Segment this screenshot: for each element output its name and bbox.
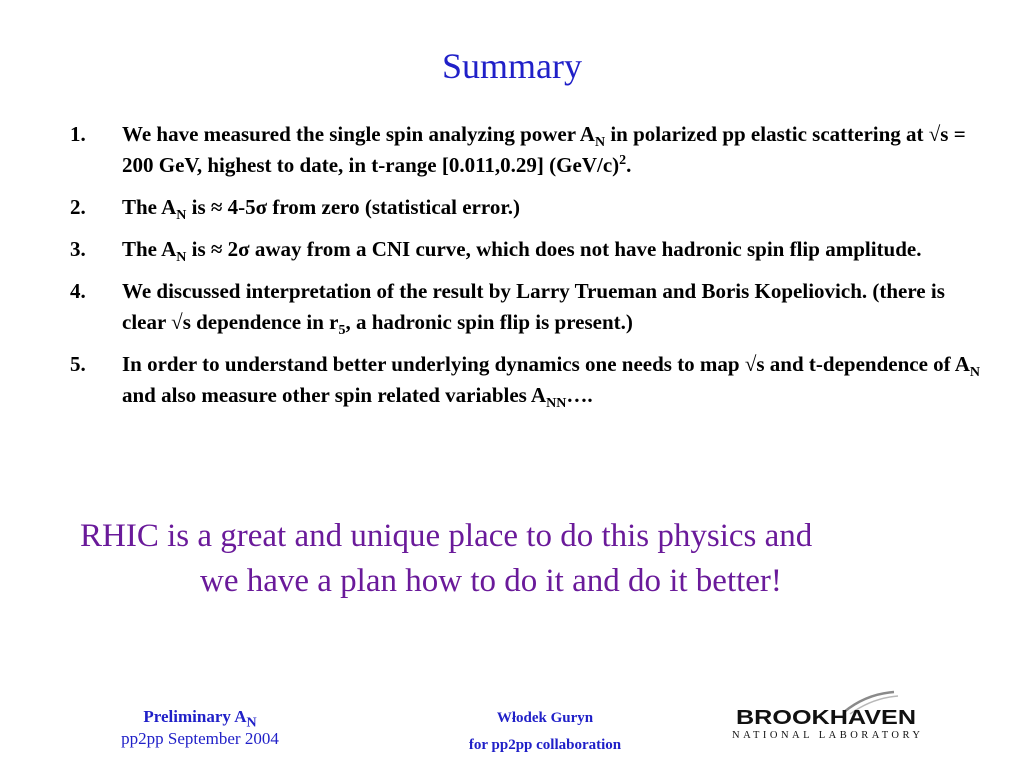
subscript: N xyxy=(594,135,606,151)
subscript: N xyxy=(176,250,187,266)
item-text: and also measure other spin related variables A xyxy=(122,383,547,407)
item-number: 2. xyxy=(70,195,86,219)
subscript: NN xyxy=(546,396,567,412)
superscript: 2 xyxy=(619,153,627,168)
subscript: 5 xyxy=(338,323,346,339)
footer-center xyxy=(430,705,660,759)
conclusion-statement xyxy=(80,514,980,604)
item-text: , a hadronic spin flip is present.) xyxy=(345,310,633,334)
slide-title: Summary xyxy=(442,46,582,86)
subscript: N xyxy=(969,365,981,381)
list-item xyxy=(70,192,990,223)
item-text: is ≈ 4-5σ from zero (statistical error.) xyxy=(186,195,520,219)
item-text: The A xyxy=(122,237,177,261)
item-text: In order to understand better underlying dynamics one needs to map √s and t-dependence of A xyxy=(122,352,970,376)
item-text: The A xyxy=(122,195,177,219)
conclusion-line-2: we have a plan how to do it and do it better! xyxy=(200,563,782,599)
item-number: 3. xyxy=(70,237,86,261)
item-number: 1. xyxy=(70,122,86,146)
list-item xyxy=(70,119,990,181)
summary-list xyxy=(70,119,990,422)
item-text: We discussed interpretation of the result by Larry Trueman and Boris Kopeliovich. (there is clear √s dependence in r xyxy=(122,279,945,334)
item-text: We have measured the single spin analyzing power A xyxy=(122,122,595,146)
footer-date: pp2pp September 2004 xyxy=(121,729,279,748)
brookhaven-logo xyxy=(726,690,926,748)
subscript: N xyxy=(176,208,187,224)
item-text: is ≈ 2σ away from a CNI curve, which does not have hadronic spin flip amplitude. xyxy=(186,237,922,261)
logo-subtitle: NATIONAL LABORATORY xyxy=(732,730,920,741)
item-text: in polarized pp elastic scattering at √s = 200 GeV, highest to date, in t-range [0.011,0.29] (GeV/c) xyxy=(122,122,966,177)
footer-left xyxy=(100,706,300,750)
item-text: …. xyxy=(566,383,593,407)
footer-topic xyxy=(100,706,300,731)
footer-collaboration: for pp2pp collaboration xyxy=(468,737,622,753)
logo-name: BROOKHAVEN xyxy=(736,707,916,729)
item-number: 4. xyxy=(70,279,86,303)
list-item xyxy=(70,349,990,411)
list-item xyxy=(70,276,990,338)
footer-author: Włodek Guryn xyxy=(496,710,594,726)
conclusion-line-1: RHIC is a great and unique place to do this physics and xyxy=(80,518,813,554)
item-text: . xyxy=(626,153,632,177)
footer-topic-text: Preliminary A xyxy=(143,707,247,726)
item-number: 5. xyxy=(70,352,86,376)
subscript: N xyxy=(246,715,257,731)
list-item xyxy=(70,234,990,265)
